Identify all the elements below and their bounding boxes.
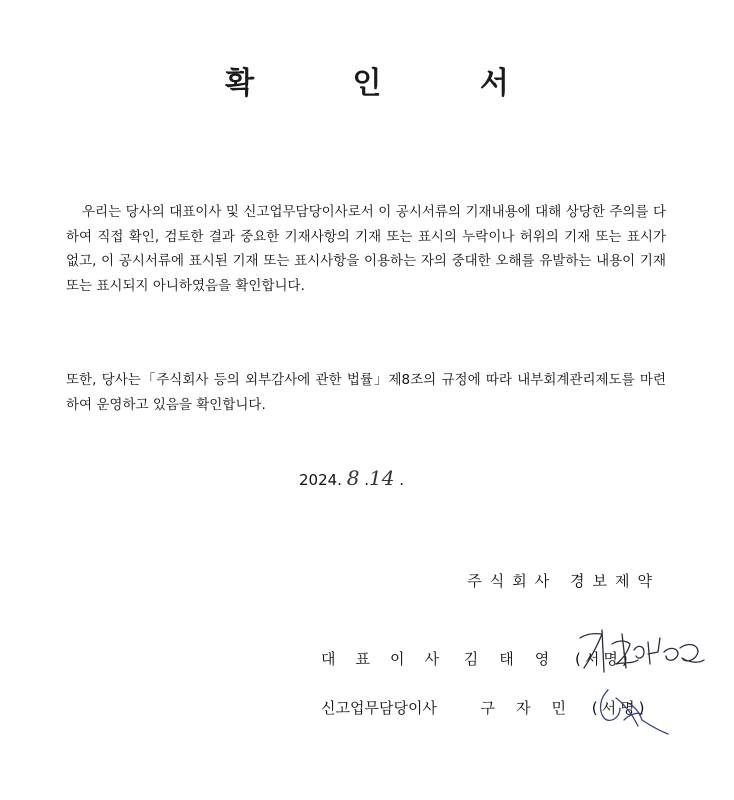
signer-ceo-seal-label: (서명) bbox=[575, 650, 632, 668]
date-day-handwritten: 14 bbox=[369, 466, 395, 490]
confirmation-paragraph: 우리는 당사의 대표이사 및 신고업무담당이사로서 이 공시서류의 기재내용에 대해 상당한 주의를 다하여 직접 확인, 검토한 결과 중요한 기재사항의 기재 또는 표시의 누락이나 허위의 기재 또는 표시가 없고, 이 공시서류에 표시된 기재 또는 표시사항을 이용하는 자의 중대한 오해를 유발하는 내용이 기재 또는 표시되지 아니하였음을 확인합니다. bbox=[66, 204, 666, 294]
internal-control-paragraph: 또한, 당사는「주식회사 등의 외부감사에 관한 법률」제8조의 규정에 따라 내부회계관리제도를 마련하여 운영하고 있음을 확인합니다. bbox=[66, 372, 666, 413]
ceo-handwritten-signature bbox=[572, 624, 712, 680]
disclosure-officer-handwritten-signature bbox=[590, 684, 674, 744]
signer-disclosure-title: 신고업무담당이사 bbox=[321, 699, 437, 717]
signer-ceo-name: 김태영 bbox=[463, 650, 571, 668]
date-end-dot: . bbox=[399, 471, 405, 489]
signer-ceo-title: 대표이사 bbox=[321, 650, 459, 668]
date-separator: . bbox=[364, 471, 370, 489]
company-name: 주식회사 경보제약 bbox=[467, 572, 660, 590]
date-month-handwritten: 8 bbox=[346, 466, 360, 490]
document-title: 확 인 서 bbox=[225, 66, 553, 101]
date-line bbox=[299, 466, 404, 490]
date-year: 2024. bbox=[299, 471, 342, 489]
signer-disclosure-seal-label: (서명) bbox=[591, 699, 649, 717]
signer-disclosure-name: 구자민 bbox=[480, 699, 587, 717]
